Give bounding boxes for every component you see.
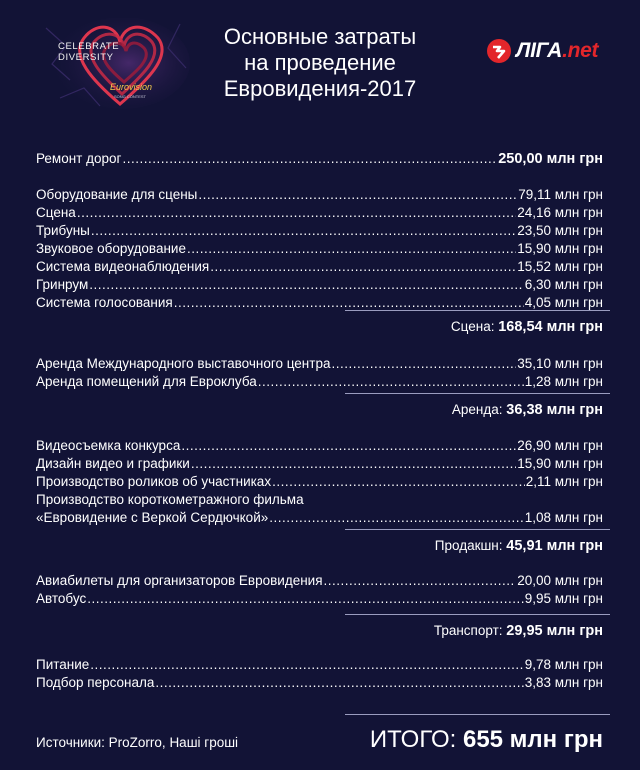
dot-leader [269,509,523,527]
title-line-1: Основные затраты [223,24,417,49]
expense-value: 9,95 млн грн [524,591,603,606]
expense-row-flights [36,572,603,590]
dot-leader [210,258,516,276]
expense-label: Сцена [36,205,76,220]
expense-value: 15,90 млн грн [517,456,603,471]
expense-value: 23,50 млн грн [517,223,603,238]
expense-label: Аренда помещений для Евроклуба [36,374,257,389]
subtotal-value: 168,54 млн грн [498,319,603,335]
expense-row-video-shoot [36,437,603,455]
expense-value: 15,52 млн грн [517,259,603,274]
expense-row-euroclub-rent [36,373,603,391]
expense-label: Звуковое оборудование [36,241,186,256]
page-title [200,24,440,102]
expense-value: 15,90 млн грн [517,241,603,256]
expense-label: Авиабилеты для организаторов Евровидения [36,573,323,588]
title-line-2: на проведение [244,50,396,75]
expense-row-tribunes [36,222,603,240]
liga-net-logo [486,38,598,64]
expense-row-stage-equipment [36,186,603,204]
dot-leader [181,437,516,455]
expense-value: 4,05 млн грн [524,295,603,310]
logo-text-line1: CELEBRATE [58,41,120,52]
logo-text-line2: DIVERSITY [58,52,114,63]
expense-row-roads [36,150,603,168]
dot-leader [87,590,524,608]
dot-leader [90,656,523,674]
expense-value: 79,11 млн грн [518,187,603,202]
liga-brand-icon [486,38,512,64]
subtotal-label: Аренда: [451,402,503,417]
expense-label: Оборудование для сцены [36,187,198,202]
dot-leader [191,455,516,473]
dot-leader [89,276,523,294]
dot-leader [77,204,516,222]
expense-value: 24,16 млн грн [517,205,603,220]
eurovision-heart-icon [40,18,190,113]
subtotal-value: 45,91 млн грн [506,538,603,554]
subtotal-label: Сцена: [450,319,495,334]
grand-total [370,725,603,755]
expense-label: Система видеонаблюдения [36,259,210,274]
expense-label: Видеосъемка конкурса [36,438,181,453]
expense-value: 26,90 млн грн [517,438,603,453]
title-line-3: Евровидения-2017 [223,76,417,101]
expense-row-greenroom [36,276,603,294]
dot-leader [258,373,524,391]
expense-row-participant-clips [36,473,603,491]
expense-row-cctv [36,258,603,276]
dot-leader [155,674,523,692]
expense-value: 35,10 млн грн [517,356,603,371]
expense-value: 9,78 млн грн [524,657,603,672]
expense-value: 2,11 млн грн [525,474,603,489]
expense-label: Автобус [36,591,87,606]
expense-row-food [36,656,603,674]
expense-label: Ремонт дорог [36,151,122,166]
expense-value: 250,00 млн грн [498,151,603,167]
dot-leader [331,355,516,373]
sources-note: Источники: ProZorro, Наші гроші [36,735,239,750]
expense-label-short-film-line1: Производство короткометражного фильма [36,492,304,507]
dot-leader [187,240,516,258]
subtotal-divider [345,310,610,311]
brand-name-main: ЛІГА [516,39,563,62]
expense-label: «Евровидение с Веркой Сердючкой» [36,510,269,525]
dot-leader [122,150,497,168]
expense-row-short-film [36,509,603,527]
subtotal-label: Транспорт: [433,623,503,638]
brand-tld: .net [562,39,599,62]
expense-value: 3,83 млн грн [524,675,603,690]
subtotal-divider [345,614,610,615]
subtotal-value: 29,95 млн грн [506,623,603,639]
subtotal-rent [452,401,603,419]
expense-value: 20,00 млн грн [517,573,603,588]
expense-row-expo-rent [36,355,603,373]
expense-value: 6,30 млн грн [524,277,603,292]
subtotal-divider [345,529,610,530]
total-label: ИТОГО: [369,726,457,753]
expense-value: 1,08 млн грн [524,510,603,525]
expense-row-stage [36,204,603,222]
expense-row-video-design [36,455,603,473]
expense-label: Дизайн видео и графики [36,456,190,471]
subtotal-production [435,537,603,555]
subtotal-transport [434,622,603,640]
expense-label: Питание [36,657,90,672]
expense-label: Система голосования [36,295,173,310]
expense-label: Трибуны [36,223,90,238]
expense-row-bus [36,590,603,608]
svg-text:SONG CONTEST: SONG CONTEST [114,94,147,99]
subtotal-stage [451,318,603,336]
subtotal-divider [345,393,610,394]
brand-name [516,39,598,63]
expense-label: Подбор персонала [36,675,155,690]
expense-label: Производство роликов об участниках [36,474,272,489]
dot-leader [198,186,517,204]
subtotal-value: 36,38 млн грн [506,402,603,418]
expense-row-staff [36,674,603,692]
expense-row-sound [36,240,603,258]
expense-label: Аренда Международного выставочного центра [36,356,331,371]
dot-leader [272,473,525,491]
expense-label: Гринрум [36,277,89,292]
expense-value: 1,28 млн грн [524,374,603,389]
total-value: 655 млн грн [462,726,603,753]
total-divider [345,714,610,715]
subtotal-label: Продакшн: [434,538,503,553]
eurovision-logo [40,18,190,113]
svg-text:Eurovision: Eurovision [110,82,153,92]
dot-leader [91,222,516,240]
dot-leader [324,572,517,590]
